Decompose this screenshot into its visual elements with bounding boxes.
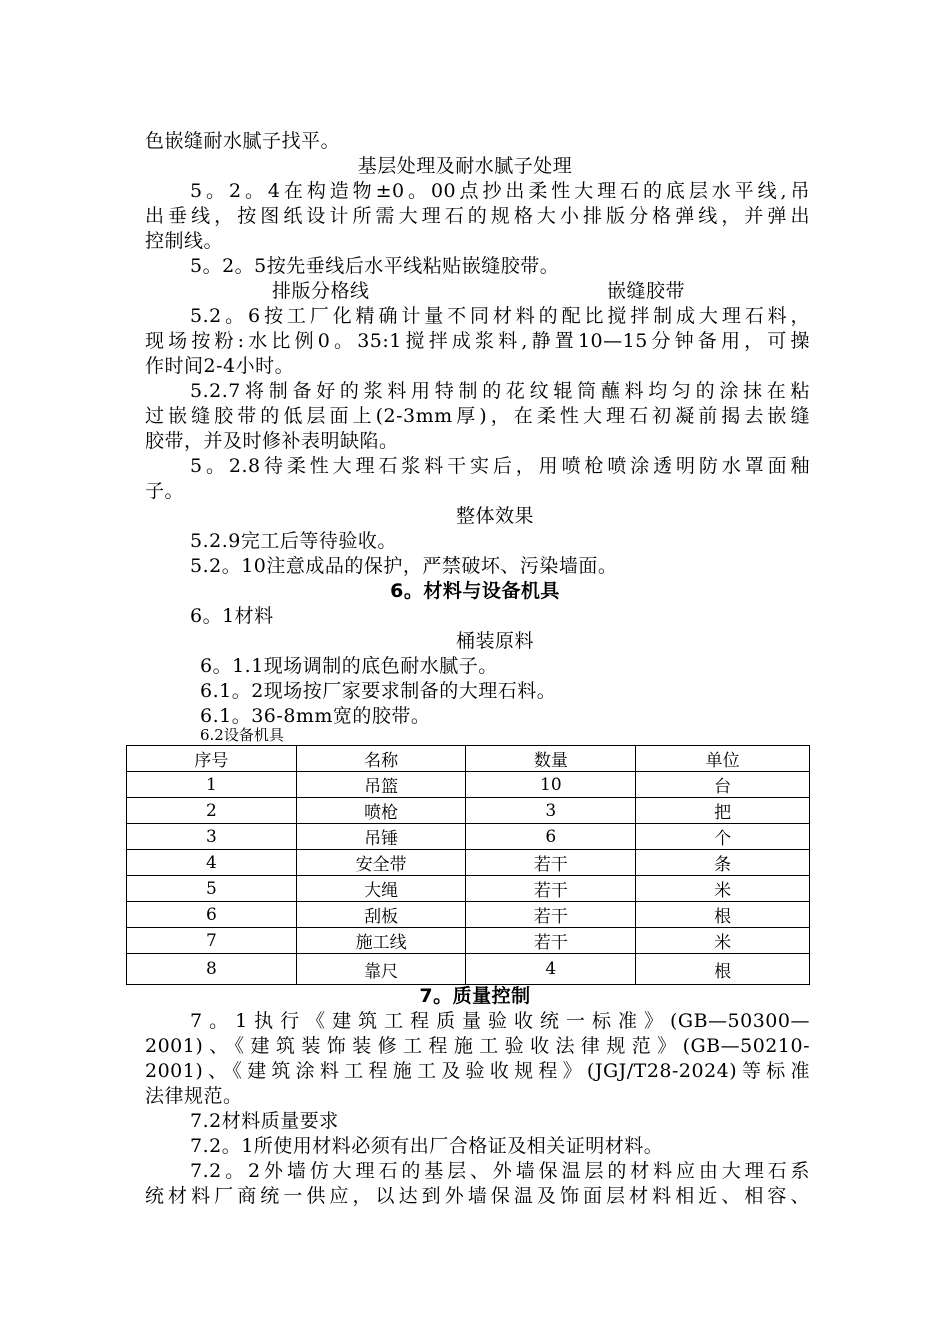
- paragraph-line: 出垂线，按图纸设计所需大理石的规格大小排版分格弹线，并弹出: [145, 205, 810, 227]
- table-header-cell: 名称: [296, 746, 466, 772]
- paragraph-line: 5。2。5按先垂线后水平线粘贴嵌缝胶带。: [190, 255, 560, 277]
- equipment-table: [126, 745, 810, 985]
- table-header-row: [127, 746, 810, 772]
- figure-caption: 嵌缝胶带: [607, 280, 686, 302]
- table-cell: 个: [636, 824, 810, 850]
- table-cell: 安全带: [296, 850, 466, 876]
- table-cell: 吊篮: [296, 772, 466, 798]
- table-cell: 6: [466, 824, 636, 850]
- table-row: [127, 928, 810, 954]
- table-cell: 若干: [466, 928, 636, 954]
- paragraph-line: 6.1。36-8mm宽的胶带。: [200, 705, 431, 727]
- paragraph-line: 7.2材料质量要求: [190, 1110, 339, 1132]
- table-cell: 5: [127, 876, 297, 902]
- paragraph-line: 7.2。1所使用材料必须有出厂合格证及相关证明材料。: [190, 1135, 664, 1157]
- table-row: [127, 772, 810, 798]
- table-cell: 施工线: [296, 928, 466, 954]
- paragraph-line: 5.2.7将制备好的浆料用特制的花纹辊筒蘸料均匀的涂抹在粘: [190, 380, 810, 402]
- table-cell: 10: [466, 772, 636, 798]
- figure-caption: 整体效果: [455, 505, 534, 527]
- figure-caption: 排版分格线: [272, 280, 370, 302]
- table-cell: 4: [466, 954, 636, 985]
- section-heading-6: 6。材料与设备机具: [390, 580, 560, 602]
- table-cell: 大绳: [296, 876, 466, 902]
- paragraph-line: 色嵌缝耐水腻子找平。: [145, 130, 341, 152]
- table-row: [127, 850, 810, 876]
- paragraph-line: 子。: [145, 480, 185, 502]
- paragraph-line: 5。2.8待柔性大理石浆料干实后，用喷枪喷涂透明防水罩面釉: [190, 455, 810, 477]
- table-cell: 根: [636, 902, 810, 928]
- paragraph-line: 控制线。: [145, 230, 224, 252]
- paragraph-line: 5.2。10注意成品的保护，严禁破坏、污染墙面。: [190, 555, 618, 577]
- table-cell: 台: [636, 772, 810, 798]
- paragraph-line: 统材料厂商统一供应，以达到外墙保温及饰面层材料相近、相容、: [145, 1185, 810, 1207]
- table-cell: 吊锤: [296, 824, 466, 850]
- table-cell: 2: [127, 798, 297, 824]
- table-cell: 把: [636, 798, 810, 824]
- table-cell: 4: [127, 850, 297, 876]
- table-cell: 若干: [466, 902, 636, 928]
- table-caption: 6.2设备机具: [200, 726, 284, 744]
- table-cell: 靠尺: [296, 954, 466, 985]
- table-cell: 根: [636, 954, 810, 985]
- paragraph-line: 胶带，并及时修补表明缺陷。: [145, 430, 399, 452]
- figure-caption: 桶装原料: [455, 630, 534, 652]
- table-row: [127, 954, 810, 985]
- table-cell: 喷枪: [296, 798, 466, 824]
- table-cell: 若干: [466, 850, 636, 876]
- table-cell: 刮板: [296, 902, 466, 928]
- paragraph-line: 6.1。2现场按厂家要求制备的大理石料。: [200, 680, 557, 702]
- table-header-cell: 序号: [127, 746, 297, 772]
- table-row: [127, 824, 810, 850]
- table-cell: 3: [466, 798, 636, 824]
- table-cell: 条: [636, 850, 810, 876]
- table-header-cell: 数量: [466, 746, 636, 772]
- table-cell: 8: [127, 954, 297, 985]
- paragraph-line: 5。2。4在构造物±0。00点抄出柔性大理石的底层水平线,吊: [190, 180, 810, 202]
- table-cell: 米: [636, 928, 810, 954]
- table-cell: 7: [127, 928, 297, 954]
- paragraph-line: 2001)、《建筑涂料工程施工及验收规程》(JGJ/T28-2024)等标准: [145, 1060, 810, 1082]
- table-cell: 3: [127, 824, 297, 850]
- paragraph-line: 现场按粉:水比例0。35:1搅拌成浆料,静置10—15分钟备用，可操: [145, 330, 810, 352]
- table-cell: 若干: [466, 876, 636, 902]
- table-cell: 米: [636, 876, 810, 902]
- paragraph-line: 法律规范。: [145, 1085, 243, 1107]
- table-row: [127, 798, 810, 824]
- section-heading-7: 7。质量控制: [419, 985, 531, 1007]
- table-header-cell: 单位: [636, 746, 810, 772]
- table-row: [127, 876, 810, 902]
- paragraph-line: 7.2。2外墙仿大理石的基层、外墙保温层的材料应由大理石系: [190, 1160, 810, 1182]
- paragraph-line: 7。1执行《建筑工程质量验收统一标准》(GB—50300—: [190, 1010, 810, 1032]
- figure-caption: 基层处理及耐水腻子处理: [357, 155, 573, 177]
- table-cell: 6: [127, 902, 297, 928]
- paragraph-line: 6。1.1现场调制的底色耐水腻子。: [200, 655, 498, 677]
- table-row: [127, 902, 810, 928]
- paragraph-line: 作时间2-4小时。: [145, 355, 295, 377]
- paragraph-line: 过嵌缝胶带的低层面上(2-3mm厚)，在柔性大理石初凝前揭去嵌缝: [145, 405, 810, 427]
- paragraph-line: 5.2。6按工厂化精确计量不同材料的配比搅拌制成大理石料，: [190, 305, 810, 327]
- paragraph-line: 6。1材料: [190, 605, 274, 627]
- table-cell: 1: [127, 772, 297, 798]
- paragraph-line: 5.2.9完工后等待验收。: [190, 530, 397, 552]
- paragraph-line: 2001)、《建筑装饰装修工程施工验收法律规范》(GB—50210-: [145, 1035, 810, 1057]
